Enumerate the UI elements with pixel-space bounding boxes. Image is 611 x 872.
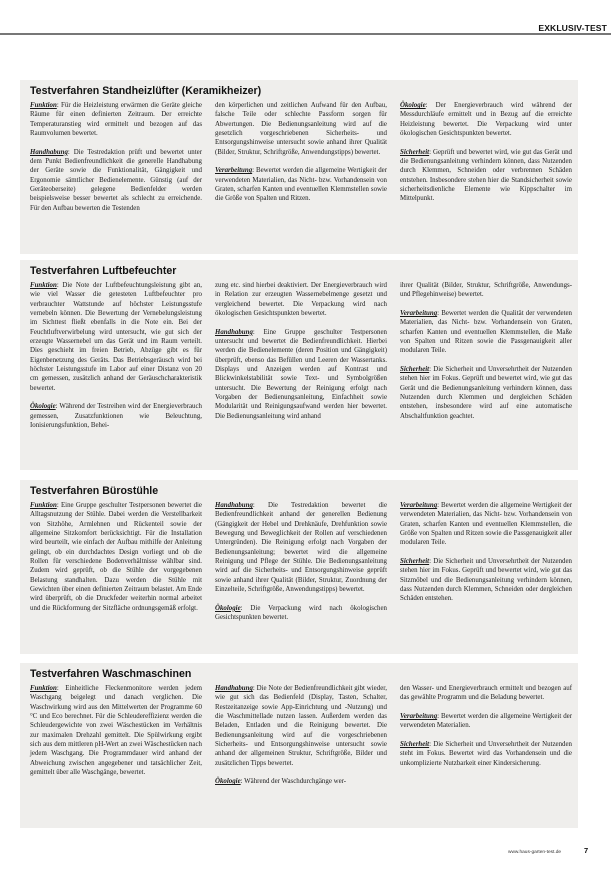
footer-url: www.haus-garten-test.de	[508, 850, 562, 855]
text-column	[215, 501, 387, 622]
paragraph	[215, 281, 387, 318]
section-columns	[30, 501, 572, 622]
text-column	[400, 101, 572, 213]
section-title: Testverfahren Waschmaschinen	[30, 668, 192, 680]
paragraph-text: : Die Testredaktion prüft und bewertet unter dem Punkt Bedienfreundlichkeit die generelle Handhabung der Geräte sowie die Funktionalität, Gängigkeit und Ergonomie sämtlicher Bedienelemente. Günstig (auf der Geräteoberseite) gelegene Bedienfelder werden beispielsweise besser bewertet als schlecht zu erreichende. Für den Aufbau bewerten die Testenden	[30, 148, 202, 212]
paragraph-label: Verarbeitung	[400, 310, 438, 318]
paragraph-label: Handhabung	[215, 328, 253, 336]
paragraph-label: Verarbeitung	[400, 502, 438, 509]
paragraph-text: : Eine Gruppe geschulter Testpersonen bewertet die Alltagsnutzung der Stühle. Dabei werden die Verstellbarkeit von Sitzhöhe, Armlehnen und Rückenteil sowie der allgemeine Sitzkomfort berücksichtigt. Für die Installation wird beurteilt, wie einfach der Aufbau mithilfe der Anleitung gelingt, ob ein durchdachtes Design vorliegt und ob die Rollen für verschiedene Bodenverhältnisse wählbar sind. Zudem wird geprüft, ob die Stühle der vorgegebenen Belastung standhalten. Dazu werden die Stühle mit Gewichten über einen definierten Zeitraum belastet. Am Ende wird überprüft, ob die Druckfeder weiterhin normal arbeitet und die Rückformung der Sitzfläche ordnungsgemäß erfolgt.	[30, 502, 202, 612]
section-title: Testverfahren Bürostühle	[30, 485, 159, 497]
text-column	[400, 281, 572, 431]
paragraph	[30, 281, 202, 393]
paragraph-label: Handhabung	[30, 148, 68, 156]
text-column	[215, 101, 387, 213]
paragraph-text: den körperlichen und zeitlichen Aufwand für den Aufbau, falsche Teile oder schlechte Passform sorgen für Abwertungen. Die Bedienungsanleitung wird auf die gesetzlich vorgeschriebenen Sicherheits- und Entsorgungshinweise untersucht sowie anhand ihrer Qualität (Bilder, Struktur, Schriftgröße, Anwendungstipps) bewertet.	[215, 102, 387, 156]
paragraph	[215, 101, 387, 157]
section-title: Testverfahren Standheizlüfter (Keramikheizer)	[30, 85, 262, 97]
text-column	[30, 101, 202, 213]
section-label: EXKLUSIV-TEST	[538, 23, 607, 33]
paragraph	[215, 777, 387, 786]
paragraph	[400, 557, 572, 604]
paragraph-text: : Die Sicherheit und Unversehrtheit der Nutzenden stehen hier im Fokus. Geprüft und bewertet wird, wie gut das Sitzmöbel und die Bedienungsanleitung verhindern können, dass Nutzenden durch Klemmen, Schneiden oder dergleichen Schäden entstehen.	[400, 558, 572, 603]
paragraph-text: den Wasser- und Energieverbrauch ermittelt und bezogen auf das gewählte Programm und die Beladung bewertet.	[400, 685, 572, 702]
paragraph-text: : Die Testredaktion bewertet die Bedienfreundlichkeit anhand der generellen Bedienung (Gängigkeit der Hebel und Drehknäufe, Drehfunktion sowie Bewegung und Beweglichkeit der Rollen auf verschiedenen Untergründen). Die Reinigung erfolgt nach Vorgaben der Bedienungsanleitung; bewertet wird die allgemeine Reinigung und Pflege der Stühle. Die Bedienungsanleitung wird auf die Sicherheits- und Entsorgungshinweise geprüft sowie anhand ihrer Qualität (Bilder, Struktur, Zuordnung der Einzelteile, Schriftgröße, Anwendungstipps) bewertet.	[215, 502, 387, 594]
section-buerostuehle	[20, 480, 578, 654]
paragraph	[215, 684, 387, 768]
paragraph	[215, 501, 387, 594]
section-title: Testverfahren Luftbefeuchter	[30, 265, 177, 277]
paragraph	[30, 501, 202, 613]
paragraph	[215, 604, 387, 623]
paragraph	[215, 328, 387, 421]
paragraph-label: Funktion	[30, 502, 57, 509]
paragraph-text: : Die Verpackung wird nach ökologischen Gesichtspunkten bewertet.	[215, 604, 387, 622]
paragraph-text: : Während der Testreihen wird der Energieverbrauch gemessen, Zusatzfunktionen wie Beleuchtung, Ionisierungsfunktion, Behei-	[30, 403, 202, 430]
section-columns	[30, 101, 572, 213]
section-luftbefeuchter	[20, 260, 578, 470]
paragraph-text: : Für die Heizleistung erwärmen die Geräte gleiche Räume für einen definierten Zeitraum. Der erreichte Temperaturanstieg wird ermittelt und bezogen auf das Raumvolumen bewertet.	[30, 102, 202, 138]
paragraph-text: : Während der Waschdurchgänge wer-	[240, 778, 347, 786]
paragraph-text: : Geprüft und bewertet wird, wie gut das Gerät und die Bedienungsanleitung verhindern können, dass Nutzenden durch Klemmen, Schneiden oder verbrennen Schäden entstehen. Insbesondere stehen hier die Standsicherheit sowie sicherheitsdienliche Elemente wie Kippschalter im Mittelpunkt.	[400, 148, 572, 203]
paragraph-text: : Die Note der Bedienfreundlichkeit gibt wieder, wie gut sich das Bedienfeld (Display, Tasten, Schalter, Restzeitanzeige sowie App-Einrichtung und -Nutzung) und die Waschmittellade nutzen lassen. Außerdem werden das Beladen, Entladen und die Reinigung bewertet. Die Bedienungsanleitung wird auf die vorgeschriebenen Sicherheits- und Entsorgungshinweise untersucht sowie anhand der allgemeinen Struktur, Schriftgröße, Bilder und zusätzlichen Tipps bewertet.	[215, 685, 387, 767]
paragraph	[400, 684, 572, 703]
paragraph-label: Handhabung	[215, 685, 253, 692]
paragraph-text: zung etc. sind hierbei deaktiviert. Der Energieverbrauch wird in Relation zur erzeugten Wassernebelmenge gesetzt und vergleichend bewertet. Die Verpackung wird nach ökologischen Gesichtspunkten bewertet.	[215, 282, 387, 318]
paragraph-label: Ökologie	[400, 102, 426, 109]
paragraph	[30, 101, 202, 138]
section-columns	[30, 281, 572, 431]
page-header	[0, 0, 611, 34]
paragraph-label: Handhabung	[215, 502, 253, 509]
paragraph-text: : Die Note der Luftbefeuchtungsleistung gibt an, wie viel Wasser die getesteten Luftbefeuchter pro verbrauchter Wattstunde auf höchster Leistungsstufe vernebeln können. Die Bewertung der Vernebelungsleistung im Sichttest fließt ebenfalls in die Note ein. Bei der Feuchtluftverwirbelung wird untersucht, wie gut sich der erzeugte Wassernebel um das Gerät und im Raum verteilt. Dies geschieht im freien Betrieb, Abzüge gibt es für Eigenbenetzung des Geräts. Das Betriebsgeräusch wird bei höchster Leistungsstufe im Labor auf einer Distanz von 20 cm gemessen, zusätzlich anhand der Geräuschcharakteristik bewertet.	[30, 282, 202, 392]
paragraph-text: : Bewertet werden die allgemeine Wertigkeit der verwendeten Materialien, das Nicht- bzw. Vorhandensein von Graten, scharfen Kanten und eventuellen Klemmstellen sowie die Größe von Spalten und Ritzen.	[215, 167, 387, 203]
section-columns	[30, 684, 572, 787]
paragraph-label: Funktion	[30, 282, 57, 289]
paragraph-label: Funktion	[30, 685, 57, 692]
paragraph-text: : Eine Gruppe geschulter Testpersonen untersucht und bewertet die Bedienfreundlichkeit. Hierbei werden die Bedienelemente (deren Position und Gängigkeit) überprüft, ebenso das Befüllen und Leeren der Wassertanks. Displays und Anzeigen werden auf Kontrast und Blickwinkelstabilität sowie Text- und Symbolgrößen untersucht. Die Bewertung der Reinigung erfolgt nach Vorgaben der Bedienungsanleitung, Einfachheit sowie Modularität und Reinigungsaufwand werden hier bewertet. Die Bedienungsanleitung wird anhand	[215, 328, 387, 420]
paragraph	[400, 712, 572, 731]
paragraph	[400, 309, 572, 356]
section-standheizluefter	[20, 80, 578, 254]
paragraph-text: : Der Energieverbrauch wird während der Messdurchläufe ermittelt und in Bezug auf die erreichte Heizleistung bewertet. Die Verpackung wird unter ökologischen Gesichtspunkten bewertet.	[400, 102, 572, 138]
text-column	[30, 501, 202, 622]
text-column	[400, 501, 572, 622]
paragraph-label: Verarbeitung	[215, 167, 253, 175]
section-waschmaschinen	[20, 663, 578, 828]
paragraph	[400, 148, 572, 204]
text-column	[400, 684, 572, 787]
text-column	[30, 281, 202, 431]
paragraph-label: Sicherheit	[400, 741, 430, 749]
paragraph	[400, 501, 572, 548]
paragraph-label: Ökologie	[215, 778, 241, 786]
paragraph	[400, 740, 572, 768]
paragraph-text: : Bewertet werden die allgemeine Wertigkeit der verwendeten Materialien.	[400, 713, 572, 730]
paragraph-label: Ökologie	[30, 403, 56, 411]
paragraph	[400, 101, 572, 138]
paragraph-text: : Die Sicherheit und Unversehrtheit der Nutzenden steht im Fokus. Bewertet wird das Vorhandensein und die unkomplizierte Nutzbarkeit einer Kindersicherung.	[400, 741, 572, 767]
paragraph	[30, 148, 202, 213]
paragraph	[400, 365, 572, 421]
paragraph-text: : Bewertet werden die Qualität der verwendeten Materialien, das Nicht- bzw. Vorhandensein von Graten, scharfen Kanten und eventuellen Klemmstellen, die Maße von Spalten und Ritzen sowie die Passgenauigkeit aller modularen Teile.	[400, 310, 572, 355]
text-column	[215, 684, 387, 787]
paragraph-label: Ökologie	[215, 604, 241, 612]
paragraph-label: Sicherheit	[400, 558, 430, 566]
paragraph-label: Funktion	[30, 102, 57, 109]
paragraph-text: : Bewertet werden die allgemeine Wertigkeit der verwendeten Materialien, das Nicht- bzw. Vorhandensein von Graten, scharfen Kanten und eventuellen Klemmstellen, die Größe von Spalten und Ritzen sowie die Passgenauigkeit aller modularen Teile.	[400, 502, 572, 547]
paragraph-label: Sicherheit	[400, 366, 430, 374]
paragraph	[400, 281, 572, 300]
paragraph	[30, 684, 202, 777]
text-column	[215, 281, 387, 431]
paragraph-text: : Die Sicherheit und Unversehrtheit der Nutzenden stehen hier im Fokus. Geprüft und bewertet wird, wie gut das Gerät und die Bedienungsanleitung verhindern können, dass Nutzenden durch Klemmen und dergleichen Schäden entstehen, insbesondere wird auf eine automatische Abschaltfunktion geachtet.	[400, 366, 572, 420]
paragraph-text: ihrer Qualität (Bilder, Struktur, Schriftgröße, Anwendungs- und Pflegehinweise) bewertet.	[400, 282, 572, 299]
page-number: 7	[584, 846, 589, 855]
text-column	[30, 684, 202, 787]
paragraph-label: Verarbeitung	[400, 713, 438, 721]
paragraph-text: : Einheitliche Fleckenmonitore werden jedem Waschgang beigelegt und danach verglichen. Die Waschwirkung wird aus den Mittelwerten der Programme 60 °C und Eco berechnet. Für die Schleudereffizienz werden die Schleudergewichte von zwei Wäschestücken im Verhältnis zur maximalen Drehzahl gemittelt. Die Spülwirkung ergibt sich aus dem mittleren pH-Wert an zwei Wäschestücken nach jedem Waschgang. Die Programmdauer wird anhand der Abweichung zwischen angegebener und tatsächlicher Zeit, gemittelt über alle Waschgänge, bewertet.	[30, 685, 202, 777]
paragraph	[30, 402, 202, 430]
paragraph-label: Sicherheit	[400, 148, 430, 156]
header-rule	[0, 33, 611, 35]
paragraph	[215, 166, 387, 203]
